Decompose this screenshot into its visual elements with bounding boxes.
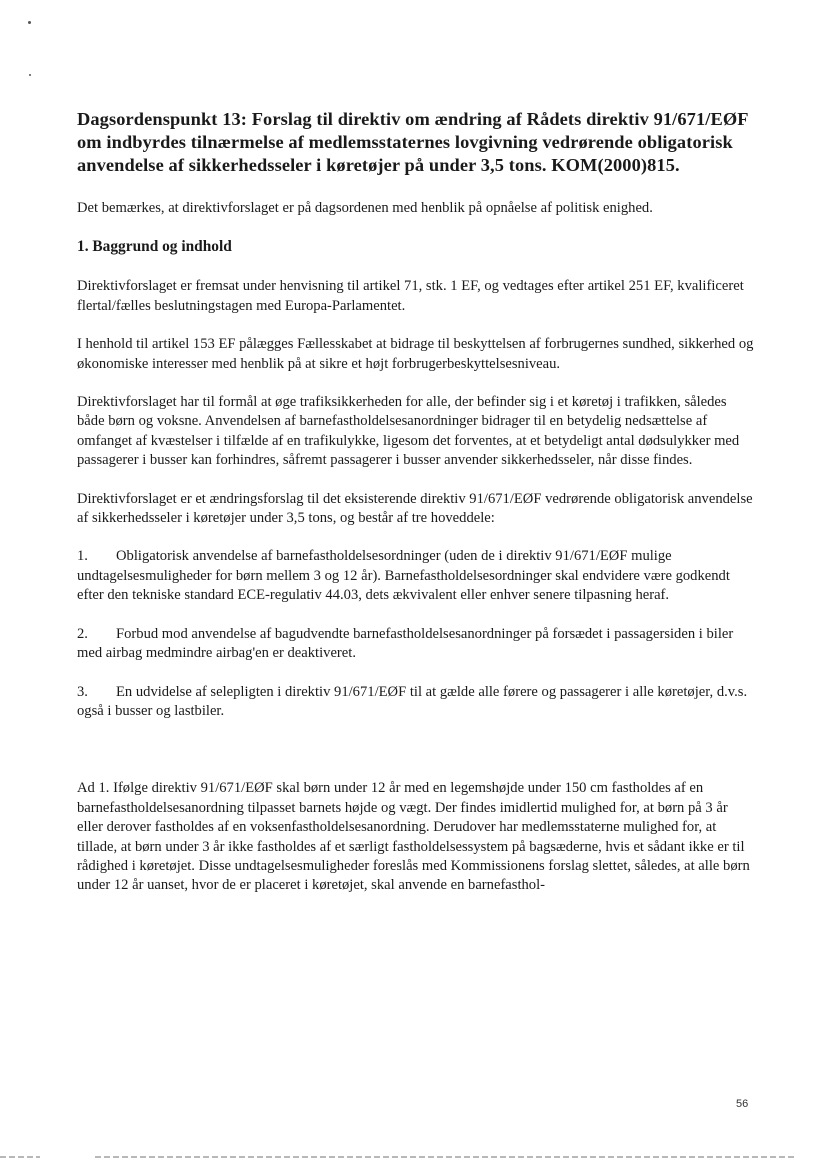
scan-edge-line <box>95 1156 795 1158</box>
agenda-item-title: Dagsordenspunkt 13: Forslag til direktiv om ændring af Rådets direktiv 91/671/EØF om indbyrdes tilnærmelse af medlemsstaternes lovgivning vedrørende obligatorisk anvendelse af sikkerhedsseler i køretøjer på under 3,5 tons. KOM(2000)815. <box>77 109 748 175</box>
list-item-number: 2. <box>77 625 88 642</box>
list-item <box>77 683 757 722</box>
list-item <box>77 547 757 605</box>
list-item-text: En udvidelse af selepligten i direktiv 91/671/EØF til at gælde alle førere og passagerer i alle køretøjer, d.v.s. også i busser og lastbiler. <box>77 683 748 719</box>
paragraph-consumer-protection: I henhold til artikel 153 EF pålægges Fællesskabet at bidrage til beskyttelsen af forbrugernes sundhed, sikkerhed og økonomiske interesser med henblik på at sikre et højt forbrugerbeskyttelsesniveau. <box>77 336 754 372</box>
scan-speck <box>28 21 31 24</box>
list-item <box>77 625 757 664</box>
scan-edge-line <box>0 1156 40 1158</box>
paragraph-purpose: Direktivforslaget har til formål at øge trafiksikkerheden for alle, der befinder sig i et køretøj i trafikken, således både børn og voksne. Anvendelsen af barnefastholdelsesanordninger bidrager til en betydelig nedsættelse af omfanget af kvæstelser i tilfælde af en trafikulykke, ligesom det forventes, at et betydeligt antal dødsulykker med passagerer i busser kan forhindres, såfremt passagerer i busser anvender sikkerhedsseler, når disse findes. <box>77 394 740 469</box>
section-heading-background: 1. Baggrund og indhold <box>77 238 232 256</box>
paragraph-amendment: Direktivforslaget er et ændringsforslag til det eksisterende direktiv 91/671/EØF vedrørende obligatorisk anvendelse af sikkerhedsseler i køretøjer under 3,5 tons, og består af tre hoveddele: <box>77 490 753 527</box>
scan-speck <box>29 74 31 76</box>
paragraph-legal-basis: Direktivforslaget er fremsat under henvisning til artikel 71, stk. 1 EF, og vedtages efter artikel 251 EF, kvalificeret flertal/fælles beslutningstagen med Europa-Parlamentet. <box>77 278 744 314</box>
page-number: 56 <box>736 1098 749 1110</box>
paragraph-ad-1: Ad 1. Ifølge direktiv 91/671/EØF skal børn under 12 år med en legemshøjde under 150 cm fastholdes af en barnefastholdelsesanordning tilpasset barnets højde og vægt. Der findes imidlertid mulighed for, at børn på 3 år eller derover fastholdes af en voksenfastholdelsesanordning. Derudover har medlemsstaterne mulighed for, at tillade, at børn under 3 år ikke fastholdes af et særligt fastholdelsessystem på bagsæderne, hvis et sådant ikke er til rådighed i køretøjet. Disse undtagelsesmuligheder foreslås med Kommissionens forslag slettet, således, at alle børn under 12 år uanset, hvor de er placeret i køretøjet, skal anvende en barnefasthol- <box>77 780 750 894</box>
document-body <box>77 108 757 896</box>
list-item-text: Forbud mod anvendelse af bagudvendte barnefastholdelsesanordninger på forsædet i passagersiden i biler med airbag medmindre airbag'en er deaktiveret. <box>77 625 734 662</box>
list-item-number: 3. <box>77 683 88 700</box>
list-item-text: Obligatorisk anvendelse af barnefastholdelsesordninger (uden de i direktiv 91/671/EØF mulige undtagelsesmuligheder for børn mellem 3 og 12 år). Barnefastholdelsesordninger skal endvidere være godkendt efter den tekniske standard ECE-regulativ 44.03, dets ækvivalent eller enhver senere tilpasning heraf. <box>77 548 730 604</box>
intro-paragraph: Det bemærkes, at direktivforslaget er på dagsordenen med henblik på opnåelse af politisk enighed. <box>77 200 653 216</box>
list-item-number: 1. <box>77 548 88 565</box>
